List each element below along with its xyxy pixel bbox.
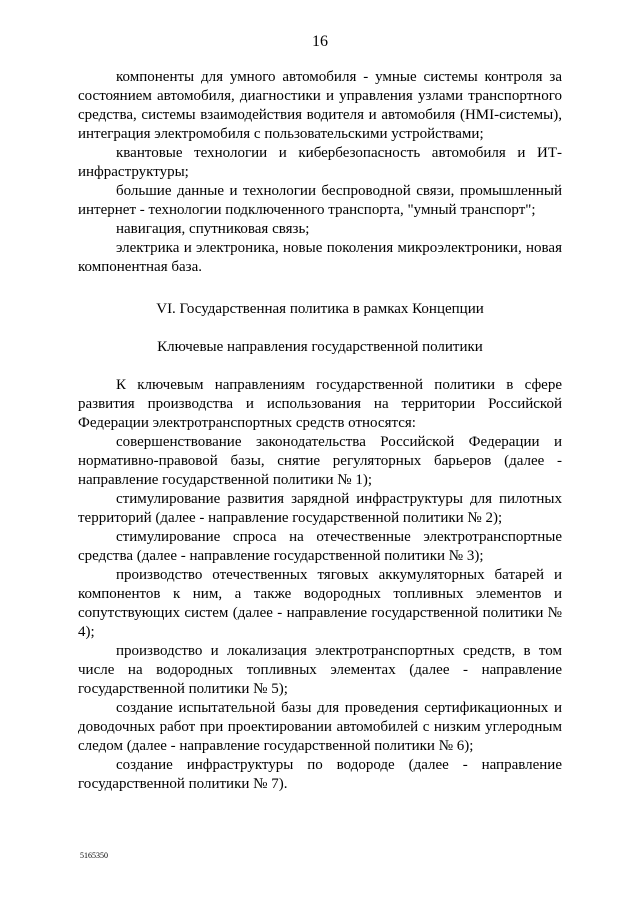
direction-item: совершенствование законодательства Российской Федерации и нормативно-правовой базы, снятие регуляторных барьеров (далее - направление государственной политики № 1); — [78, 434, 562, 488]
direction-item: производство отечественных тяговых аккумуляторных батарей и компонентов к ним, а также водородных топливных элементов и сопутствующих систем (далее - направление государственной политики № 4); — [78, 567, 562, 640]
direction-item: создание инфраструктуры по водороде (далее - направление государственной политики № 7). — [78, 757, 562, 792]
list-item: навигация, спутниковая связь; — [116, 221, 310, 237]
direction-item: создание испытательной базы для проведения сертификационных и доводочных работ при проектировании автомобилей с низким углеродным следом (далее - направление государственной политики № 6); — [78, 700, 562, 754]
document-code: 5165350 — [80, 851, 108, 860]
list-item: компоненты для умного автомобиля - умные системы контроля за состоянием автомобиля, диагностики и управления узлами транспортного средства, системы взаимодействия водителя и автомобиля (HMI-системы), интеграция электромобиля с пользовательскими устройствами; — [78, 69, 562, 142]
direction-item: стимулирование развития зарядной инфраструктуры для пилотных территорий (далее - направление государственной политики № 2); — [78, 491, 562, 526]
list-item: квантовые технологии и кибербезопасность автомобиля и ИТ-инфраструктуры; — [78, 145, 562, 180]
intro-paragraph: К ключевым направлениям государственной политики в сфере развития производства и использования на территории Российской Федерации электротранспортных средств относятся: — [78, 377, 562, 431]
document-body — [78, 68, 562, 794]
page-number: 16 — [312, 33, 328, 50]
list-item: большие данные и технологии беспроводной связи, промышленный интернет - технологии подключенного транспорта, "умный транспорт"; — [78, 183, 562, 218]
list-item: электрика и электроника, новые поколения микроэлектроники, новая компонентная база. — [78, 240, 562, 275]
subsection-heading: Ключевые направления государственной политики — [157, 339, 483, 355]
direction-item: стимулирование спроса на отечественные электротранспортные средства (далее - направление государственной политики № 3); — [78, 529, 562, 564]
direction-item: производство и локализация электротранспортных средств, в том числе на водородных топливных элементах (далее - направление государственной политики № 5); — [78, 643, 562, 697]
section-heading: VI. Государственная политика в рамках Концепции — [156, 301, 484, 317]
